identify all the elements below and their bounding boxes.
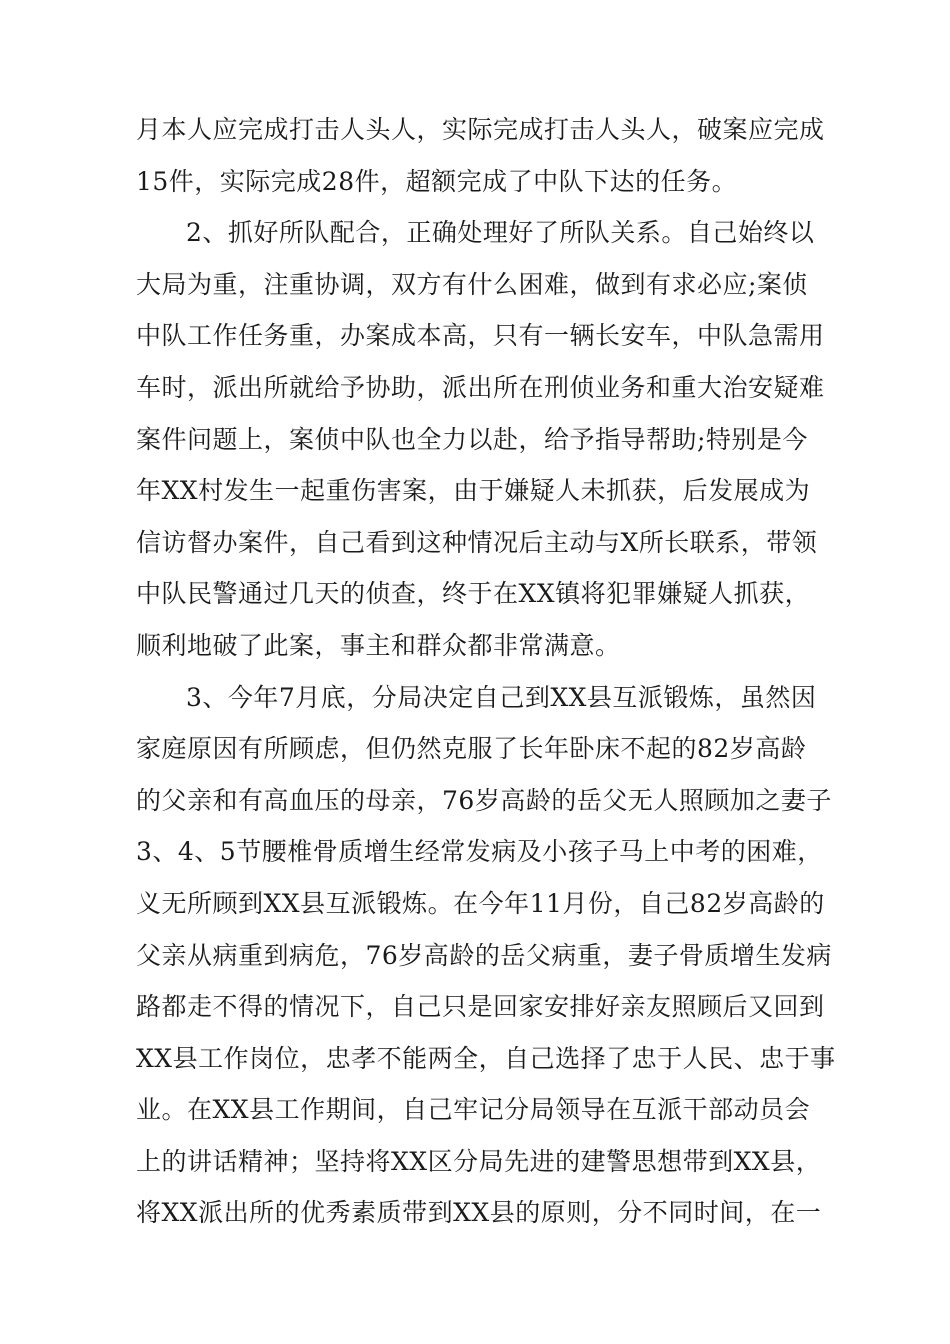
text-line-15: 3、4、5节腰椎骨质增生经常发病及小孩子马上中考的困难， (136, 837, 823, 867)
text-line-8: 年XX村发生一起重伤害案，由于嫌疑人未抓获，后发展成为 (136, 476, 811, 506)
text-line-21: 上的讲话精神；坚持将XX区分局先进的建警思想带到XX县， (136, 1146, 822, 1176)
body-text (136, 104, 836, 1239)
text-line-22: 将XX派出所的优秀素质带到XX县的原则，分不同时间，在一 (136, 1198, 822, 1228)
text-line-20: 业。在XX县工作期间，自己牢记分局领导在互派干部动员会 (136, 1095, 811, 1125)
paragraph-3-start: 3、今年7月底，分局决定自己到XX县互派锻炼，虽然因 (186, 682, 817, 712)
text-line-17: 父亲从病重到病危，76岁高龄的岳父病重，妻子骨质增生发病 (136, 940, 832, 970)
text-line-5: 中队工作任务重，办案成本高，只有一辆长安车，中队急需用 (136, 321, 825, 351)
text-line-14: 的父亲和有高血压的母亲，76岁高龄的岳父无人照顾加之妻子 (136, 785, 832, 815)
text-line-13: 家庭原因有所顾虑，但仍然克服了长年卧床不起的82岁高龄 (136, 734, 807, 764)
text-line-6: 车时，派出所就给予协助，派出所在刑侦业务和重大治安疑难 (136, 372, 825, 402)
paragraph-2-start: 2、抓好所队配合，正确处理好了所队关系。自己始终以 (186, 218, 815, 248)
text-line-2: 15件，实际完成28件，超额完成了中队下达的任务。 (136, 166, 738, 196)
text-line-19: XX县工作岗位，忠孝不能两全，自己选择了忠于人民、忠于事 (136, 1043, 836, 1073)
text-line-18: 路都走不得的情况下，自己只是回家安排好亲友照顾后又回到 (136, 992, 825, 1022)
text-line-16: 义无所顾到XX县互派锻炼。在今年11月份，自己82岁高龄的 (136, 888, 825, 918)
text-line-7: 案件问题上，案侦中队也全力以赴，给予指导帮助;特别是今 (136, 424, 808, 454)
text-line-1: 月本人应完成打击人头人，实际完成打击人头人，破案应完成 (136, 115, 825, 144)
text-line-4: 大局为重，注重协调，双方有什么困难，做到有求必应;案侦 (136, 269, 808, 299)
text-line-11: 顺利地破了此案，事主和群众都非常满意。 (136, 630, 621, 660)
text-line-10: 中队民警通过几天的侦查，终于在XX镇将犯罪嫌疑人抓获， (136, 579, 811, 609)
text-line-9: 信访督办案件，自己看到这种情况后主动与X所长联系，带领 (136, 527, 818, 557)
